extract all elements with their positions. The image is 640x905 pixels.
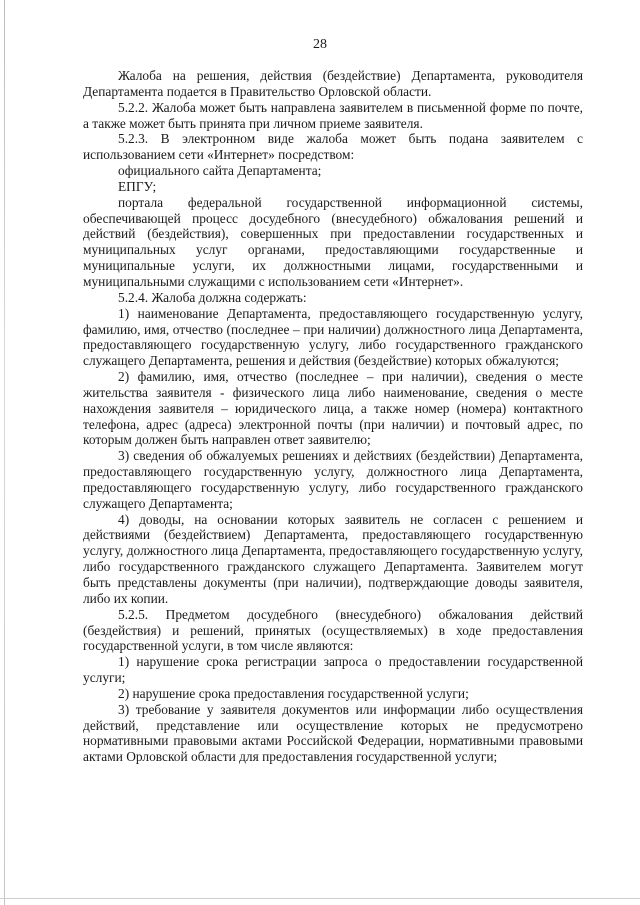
list-item-2-service-deadline: 2) нарушение срока предоставления государственной услуги; bbox=[118, 685, 469, 701]
paragraph-5-2-5: 5.2.5. Предметом досудебного (внесудебного) обжалования действий (бездействия) и решений, принятых (осуществляемых) в ходе предоставления государственной услуги, в том числе являются: bbox=[83, 606, 583, 654]
list-item-1-registration-deadline: 1) нарушение срока регистрации запроса о предоставлении государственной услуги; bbox=[83, 654, 583, 686]
scan-edge-bottom bbox=[0, 898, 640, 899]
list-item-3-appealed-decisions: 3) сведения об обжалуемых решениях и действиях (бездействии) Департамента, предоставляющего государственную услугу, должностного лица Департамента, предоставляющего государственную услугу, либо государственного гражданского служащего Департамента; bbox=[83, 448, 583, 511]
document-body bbox=[83, 68, 583, 765]
paragraph-5-2-3: 5.2.3. В электронном виде жалоба может быть подана заявителем с использованием сети «Интернет» посредством: bbox=[83, 131, 583, 163]
list-item-official-site: официального сайта Департамента; bbox=[118, 163, 322, 179]
page-number: 28 bbox=[313, 37, 327, 52]
list-item-epgu: ЕПГУ; bbox=[118, 178, 157, 194]
paragraph-complaint-addressee: Жалоба на решения, действия (бездействие) Департамента, руководителя Департамента подается в Правительство Орловской области. bbox=[83, 68, 583, 99]
paragraph-5-2-4: 5.2.4. Жалоба должна содержать: bbox=[118, 289, 307, 305]
list-item-4-arguments: 4) доводы, на основании которых заявитель не согласен с решением и действиями (бездействием) Департамента, предоставляющего государственную услугу, должностного лица Департамента, предоставляющего государственную услугу, либо государственного гражданского служащего Департамента. Заявителем могут быть представлены документы (при наличии), подтверждающие доводы заявителя, либо их копии. bbox=[83, 511, 583, 606]
list-item-2-applicant-details: 2) фамилию, имя, отчество (последнее – при наличии), сведения о месте жительства заявителя - физического лица либо наименование, сведения о месте нахождения заявителя – юридического лица, а также номер (номера) контактного телефона, адрес (адреса) электронной почты (при наличии) и почтовый адрес, по которым должен быть направлен ответ заявителю; bbox=[83, 369, 583, 448]
list-item-3-extra-documents: 3) требование у заявителя документов или информации либо осуществления действий, представление или осуществление которых не предусмотрено нормативными правовыми актами Российской Федерации, нормативными правовыми актами Орловской области для предоставления государственной услуги; bbox=[83, 701, 583, 765]
list-item-federal-portal: портала федеральной государственной информационной системы, обеспечивающей процесс досудебного (внесудебного) обжалования решений и действий (бездействия), совершенных при предоставлении государственных и муниципальных услуг органами, предоставляющими государственные и муниципальные услуги, их должностными лицами, государственными и муниципальными служащими с использованием сети «Интернет». bbox=[83, 194, 583, 289]
scan-edge-left bbox=[4, 0, 5, 905]
list-item-1-department-name: 1) наименование Департамента, предоставляющего государственную услугу, фамилию, имя, отчество (последнее – при наличии) должностного лица Департамента, предоставляющего государственную услугу, либо государственного гражданского служащего Департамента, решения и действия (бездействие) которых обжалуются; bbox=[83, 305, 583, 369]
paragraph-5-2-2: 5.2.2. Жалоба может быть направлена заявителем в письменной форме по почте, а также может быть принята при личном приеме заявителя. bbox=[83, 99, 583, 131]
